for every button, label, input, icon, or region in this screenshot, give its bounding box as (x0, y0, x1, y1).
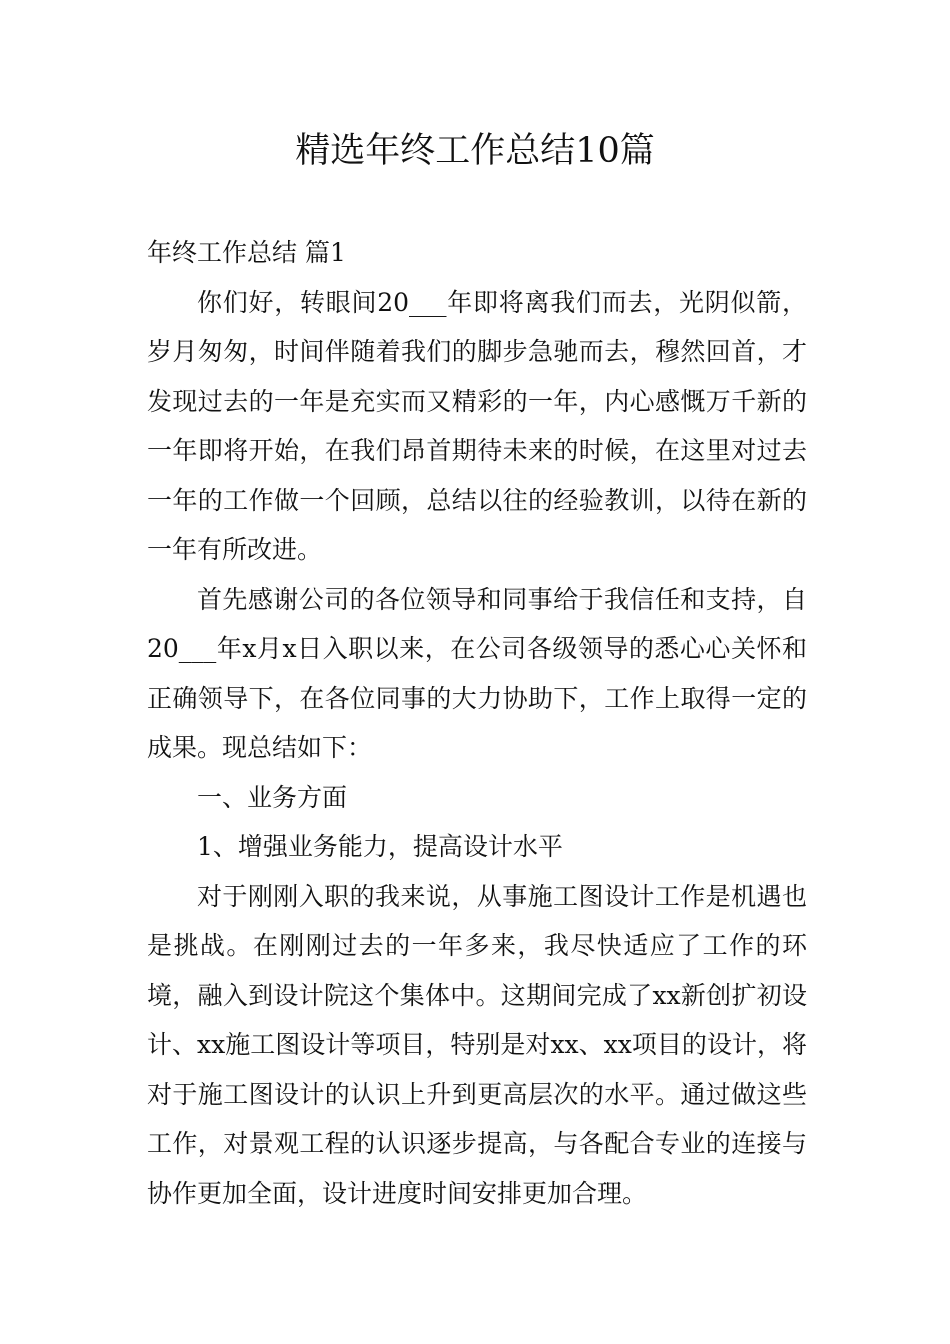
document-title: 精选年终工作总结10篇 (295, 131, 655, 171)
paragraph-design-work: 对于刚刚入职的我来说，从事施工图设计工作是机遇也是挑战。在刚刚过去的一年多来，我尽快适应了工作的环境，融入到设计院这个集体中。这期间完成了xx新创扩初设计、xx施工图设计等项目，特别是对xx、xx项目的设计，将对于施工图设计的认识上升到更高层次的水平。通过做这些工作，对景观工程的认识逐步提高，与各配合专业的连接与协作更加全面，设计进度时间安排更加合理。 (147, 881, 807, 1208)
subheading-ability: 1、增强业务能力，提高设计水平 (197, 832, 563, 861)
paragraph-thanks: 首先感谢公司的各位领导和同事给于我信任和支持，自20___年x月x日入职以来，在公司各级领导的悉心心关怀和正确领导下，在各位同事的大力协助下，工作上取得一定的成果。现总结如下： (147, 584, 807, 762)
section-heading: 年终工作总结 篇1 (147, 238, 346, 267)
subheading-business: 一、业务方面 (197, 782, 348, 812)
document-body (147, 228, 807, 1218)
paragraph-greeting: 你们好，转眼间20___年即将离我们而去，光阴似箭，岁月匆匆，时间伴随着我们的脚步急驰而去，穆然回首，才发现过去的一年是充实而又精彩的一年，内心感慨万千新的一年即将开始，在我们昂首期待未来的时候，在这里对过去一年的工作做一个回顾，总结以往的经验教训，以待在新的一年有所改进。 (147, 287, 807, 564)
